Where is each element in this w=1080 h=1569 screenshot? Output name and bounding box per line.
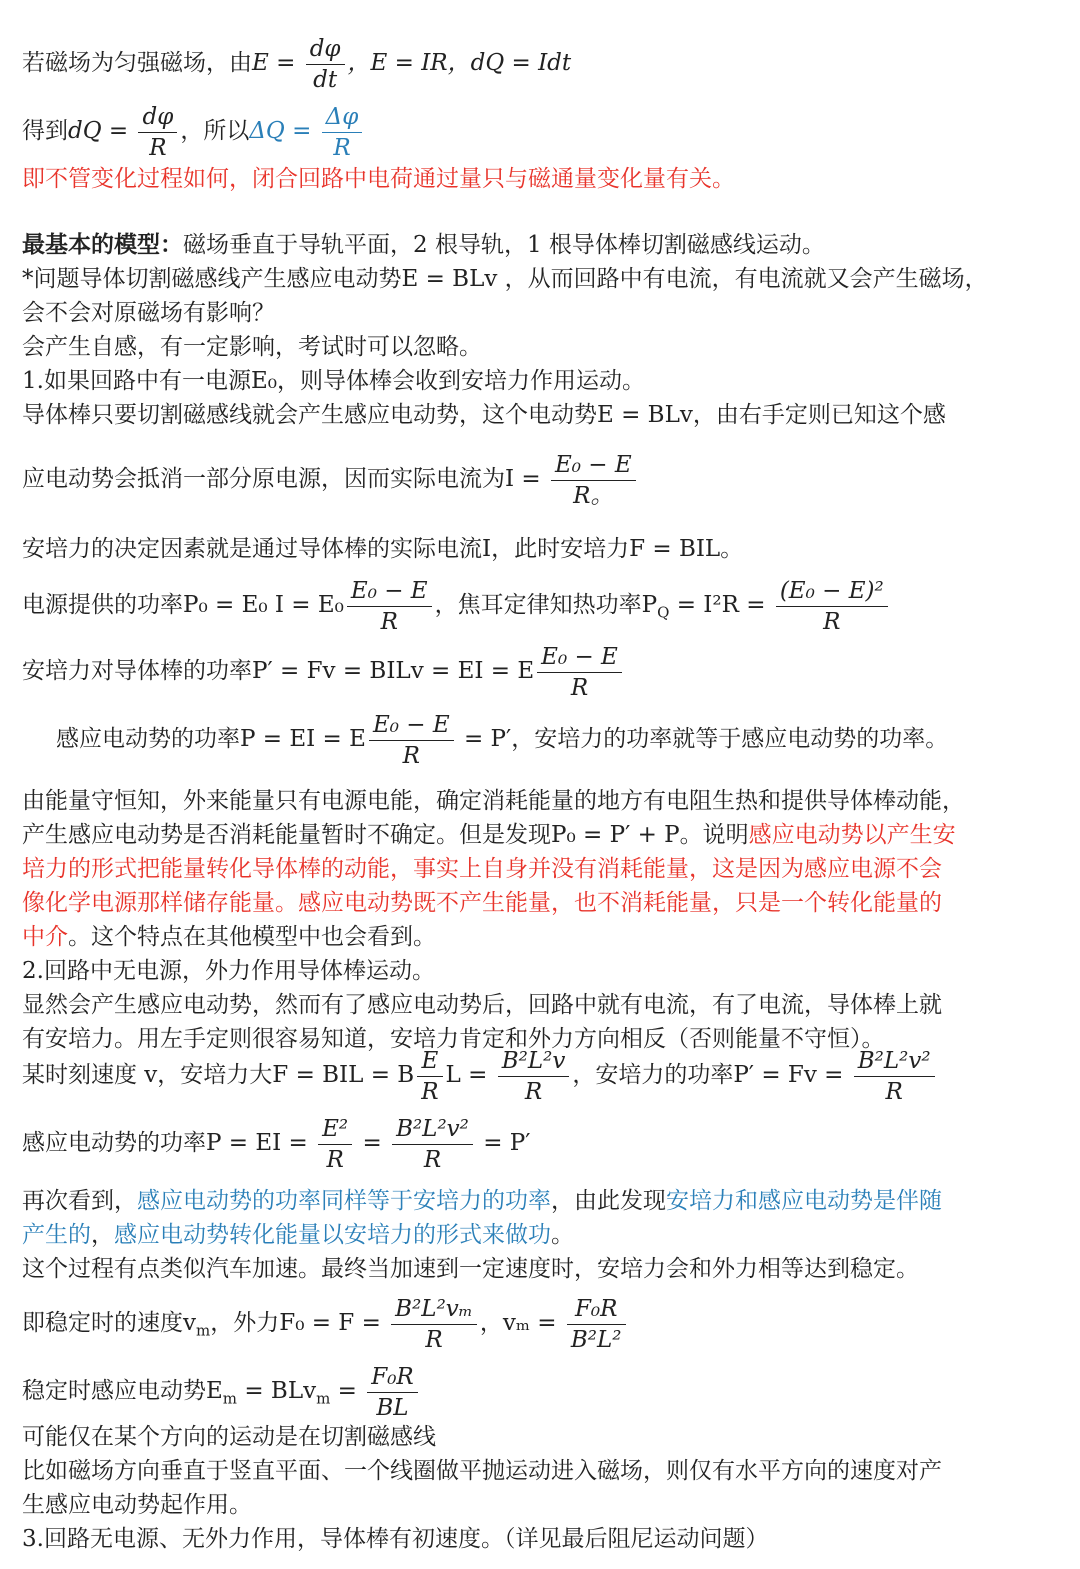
formula: ，vₘ = xyxy=(479,1310,564,1336)
heading: 最基本的模型： xyxy=(22,231,183,258)
line-10 xyxy=(22,444,639,514)
line-21: 显然会产生感应电动势，然而有了感应电动势后，回路中就有电流，有了电流，导体棒上就 xyxy=(22,992,942,1018)
highlight-text: 产生的 xyxy=(22,1222,91,1248)
line-15: 由能量守恒知，外来能量只有电源电能，确定消耗能量的地方有电阻生热和提供导体棒动能， xyxy=(22,788,965,814)
text: 磁场垂直于导轨平面，2 根导轨，1 根导体棒切割磁感线运动。 xyxy=(183,232,825,258)
numerator: B²L²vₘ xyxy=(391,1294,477,1325)
denominator: R xyxy=(423,1146,442,1173)
text: 。 xyxy=(551,1222,574,1248)
fraction xyxy=(367,1362,418,1423)
line-8: 1.如果回路中有一电源E₀，则导体棒会收到安培力作用运动。 xyxy=(22,368,645,394)
fraction xyxy=(392,1114,473,1175)
formula: ，E = IR，dQ = Idt xyxy=(347,50,572,76)
formula: = P′ xyxy=(475,1130,531,1156)
line-33: 3.回路无电源、无外力作用，导体棒有初速度。（详见最后阻尼运动问题） xyxy=(22,1526,769,1552)
denominator: R xyxy=(149,134,167,161)
line-31: 比如磁场方向垂直于竖直平面、一个线圈做平抛运动进入磁场，则仅有水平方向的速度对产 xyxy=(22,1458,942,1484)
highlight-text: 感应电动势转化能量以安培力的形式来做功 xyxy=(114,1222,551,1248)
denominator: R xyxy=(885,1078,903,1105)
text: 再次看到， xyxy=(22,1188,137,1214)
line-29 xyxy=(22,1356,421,1426)
fraction xyxy=(854,1046,935,1107)
formula: L = xyxy=(445,1062,495,1088)
line-14 xyxy=(56,704,948,774)
numerator: Δφ xyxy=(322,102,363,133)
fraction xyxy=(537,642,622,703)
fraction xyxy=(498,1046,570,1107)
numerator: E₀ − E xyxy=(551,450,636,481)
text: ，安培力的功率P′ = Fv = xyxy=(572,1062,851,1088)
numerator: B²L²v xyxy=(498,1046,570,1077)
fraction xyxy=(567,1294,626,1355)
denominator: R xyxy=(333,134,351,161)
fraction xyxy=(138,102,177,163)
line-2 xyxy=(22,96,365,166)
line-22: 有安培力。用左手定则很容易知道，安培力肯定和外力方向相反（否则能量不守恒）。 xyxy=(22,1026,885,1052)
formula: dQ = xyxy=(68,118,136,144)
denominator: R xyxy=(524,1078,543,1105)
formula: ，外力F₀ = F = xyxy=(210,1310,389,1336)
denominator: R。 xyxy=(573,482,614,509)
text: 若磁场为匀强磁场，由 xyxy=(22,50,252,76)
line-11: 安培力的决定因素就是通过导体棒的实际电流I，此时安培力F = BIL。 xyxy=(22,536,744,562)
line-16 xyxy=(22,820,956,850)
text: 稳定时感应电动势E xyxy=(22,1378,223,1404)
denominator: dt xyxy=(313,66,338,93)
numerator: F₀R xyxy=(567,1294,626,1325)
numerator: E² xyxy=(318,1114,352,1145)
denominator: R xyxy=(823,608,841,635)
line-18: 像化学电源那样储存能量。感应电动势既不产生能量，也不消耗能量，只是一个转化能量的 xyxy=(22,890,942,916)
text: ，所以 xyxy=(180,118,250,144)
formula: = I²R = xyxy=(669,592,773,618)
numerator: B²L²v² xyxy=(392,1114,473,1145)
line-32: 生感应电动势起作用。 xyxy=(22,1492,252,1518)
text: 产生感应电动势是否消耗能量暂时不确定。但是发现P₀ = P′ + P。说明 xyxy=(22,822,749,848)
formula: = xyxy=(355,1130,390,1156)
numerator: (E₀ − E)² xyxy=(776,576,888,607)
denominator: R xyxy=(425,1326,443,1353)
numerator: E₀ − E xyxy=(369,710,454,741)
line-13 xyxy=(22,636,625,706)
fraction xyxy=(776,576,888,637)
formula: = xyxy=(330,1378,365,1404)
formula: ΔQ = xyxy=(249,118,319,144)
numerator: E₀ − E xyxy=(347,576,432,607)
fraction xyxy=(369,710,454,771)
denominator: BL xyxy=(376,1394,409,1421)
line-17: 培力的形式把能量转化导体棒的动能，事实上自身并没有消耗能量，这是因为感应电源不会 xyxy=(22,856,942,882)
text: ， xyxy=(91,1222,114,1248)
numerator: dφ xyxy=(138,102,177,133)
subscript: m xyxy=(196,1321,211,1340)
fraction xyxy=(391,1294,477,1355)
text: = P′，安培力的功率就等于感应电动势的功率。 xyxy=(456,726,949,752)
formula: = BLv xyxy=(237,1378,317,1404)
line-27: 这个过程有点类似汽车加速。最终当加速到一定速度时，安培力会和外力相等达到稳定。 xyxy=(22,1256,919,1282)
text: 即稳定时的速度v xyxy=(22,1310,196,1336)
fraction xyxy=(417,1046,442,1107)
denominator: R xyxy=(326,1146,344,1173)
text: 应电动势会抵消一部分原电源，因而实际电流为I = xyxy=(22,466,548,492)
line-3: 即不管变化过程如何，闭合回路中电荷通过量只与磁通量变化量有关。 xyxy=(22,166,735,192)
text: ，由此发现 xyxy=(551,1188,666,1214)
line-24 xyxy=(22,1108,531,1178)
subscript: m xyxy=(222,1389,238,1408)
formula: 某时刻速度 v，安培力大F = BIL = B xyxy=(22,1062,415,1088)
formula: 感应电动势的功率P = EI = E xyxy=(56,726,366,752)
denominator: R xyxy=(570,674,589,701)
fraction xyxy=(306,34,345,95)
denominator: R xyxy=(380,608,398,635)
numerator: B²L²v² xyxy=(854,1046,935,1077)
line-12 xyxy=(22,570,891,640)
line-25 xyxy=(22,1186,942,1216)
numerator: E₀ − E xyxy=(537,642,622,673)
text: 。这个特点在其他模型中也会看到。 xyxy=(68,924,436,950)
numerator: E xyxy=(417,1046,442,1077)
numerator: dφ xyxy=(306,34,345,65)
formula: E = xyxy=(252,50,303,76)
denominator: R xyxy=(402,742,420,769)
line-7: 会产生自感，有一定影响，考试时可以忽略。 xyxy=(22,334,482,360)
fraction xyxy=(318,1114,352,1175)
denominator: B²L² xyxy=(570,1326,622,1353)
highlight-text: 中介 xyxy=(22,924,68,950)
fraction xyxy=(551,450,636,511)
subscript: m xyxy=(316,1389,331,1408)
highlight-text: 感应电动势的功率同样等于安培力的功率 xyxy=(137,1188,551,1214)
formula: 安培力对导体棒的功率P′ = Fv = BILv = EI = E xyxy=(22,658,535,684)
text: ，焦耳定律知热功率P xyxy=(434,592,658,618)
formula: 电源提供的功率P₀ = E₀ I = E₀ xyxy=(22,592,344,618)
line-4 xyxy=(22,230,825,260)
line-20: 2.回路中无电源，外力作用导体棒运动。 xyxy=(22,958,435,984)
fraction xyxy=(322,102,363,163)
numerator: F₀R xyxy=(367,1362,418,1393)
line-23 xyxy=(22,1040,938,1110)
line-26 xyxy=(22,1220,574,1250)
line-9: 导体棒只要切割磁感线就会产生感应电动势，这个电动势E = BLv，由右手定则已知这个感 xyxy=(22,402,946,428)
text: 得到 xyxy=(22,118,68,144)
line-30: 可能仅在某个方向的运动是在切割磁感线 xyxy=(22,1424,436,1450)
highlight-text: 安培力和感应电动势是伴随 xyxy=(666,1188,942,1214)
formula: 感应电动势的功率P = EI = xyxy=(22,1130,316,1156)
line-5: *问题导体切割磁感线产生感应电动势E = BLv ，从而回路中有电流，有电流就又会产生磁场， xyxy=(22,266,988,292)
line-6: 会不会对原磁场有影响？ xyxy=(22,300,275,326)
highlight-text: 感应电动势以产生安 xyxy=(748,822,956,848)
line-28 xyxy=(22,1288,629,1358)
line-19 xyxy=(22,922,436,952)
line-1 xyxy=(22,28,571,98)
denominator: R xyxy=(421,1078,439,1105)
fraction xyxy=(347,576,432,637)
subscript: Q xyxy=(657,603,670,622)
